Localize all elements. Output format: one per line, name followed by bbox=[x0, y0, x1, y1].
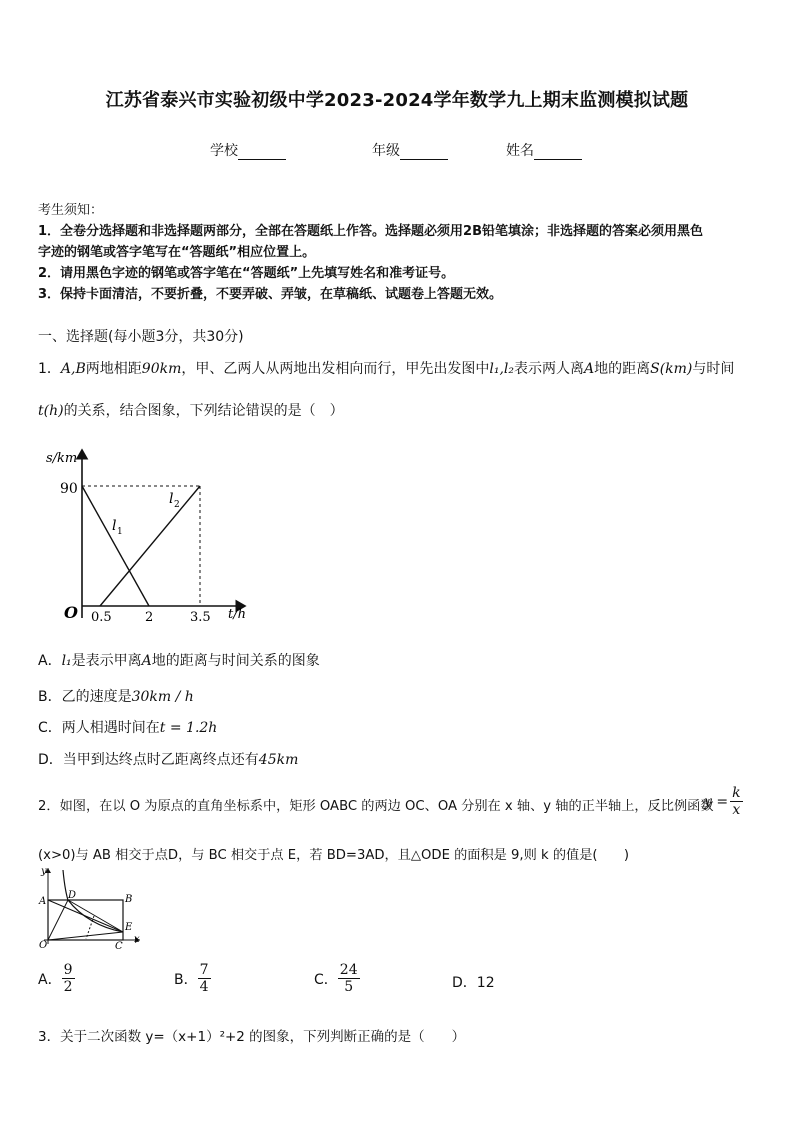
school-blank bbox=[238, 145, 286, 160]
grade-blank bbox=[400, 145, 448, 160]
q1-text-5: 与时间 bbox=[692, 361, 735, 377]
q2-text-1: 2．如图，在以 O 为原点的直角坐标系中，矩形 OABC 的两边 OC、OA 分别在 x 轴、y 轴的正半轴上，反比例函数 bbox=[38, 799, 714, 814]
q2-function bbox=[704, 785, 743, 818]
q1-s-km: S(km) bbox=[650, 361, 693, 377]
q2-option-c-letter: C． bbox=[314, 971, 338, 988]
q2-option-d[interactable] bbox=[452, 972, 495, 992]
q2-option-c-den: 5 bbox=[344, 979, 354, 995]
q1-text-6: 的关系，结合图象，下列结论错误的是（ ） bbox=[63, 403, 344, 419]
q1-text-4: 地的距离 bbox=[594, 361, 651, 377]
q2-label-e: E bbox=[125, 922, 133, 933]
q2-func-y: y = bbox=[704, 793, 729, 810]
notice-item-2: 2．请用黑色字迹的钢笔或答字笔在“答题纸”上先填写姓名和准考证号。 bbox=[38, 266, 455, 281]
q1-option-d-letter: D． bbox=[38, 752, 63, 768]
q1-line-1 bbox=[38, 358, 734, 378]
q1-text-1: 两地相距 bbox=[85, 361, 142, 377]
q2-line-od bbox=[48, 900, 68, 940]
q1-option-a-text: 是表示甲离 bbox=[71, 653, 142, 669]
section-heading: 一、选择题(每小题3分，共30分) bbox=[38, 329, 244, 345]
notice-item-1-cont: 字迹的钢笔或答字笔写在“答题纸”相应位置上。 bbox=[38, 245, 316, 260]
q1-option-a-text-2: 地的距离与时间关系的图象 bbox=[151, 653, 320, 669]
q2-option-c-num: 24 bbox=[339, 962, 358, 978]
q2-label-o: O bbox=[39, 940, 48, 950]
notice-heading: 考生须知： bbox=[38, 203, 104, 218]
q1-option-a-math-2: A bbox=[141, 653, 152, 669]
q2-line-oe bbox=[48, 932, 123, 940]
school-label: 学校 bbox=[210, 143, 238, 159]
q3-text: 3．关于二次函数 y=（x+1）²+2 的图象，下列判断正确的是（ ） bbox=[38, 1029, 466, 1045]
q1-point-a: A bbox=[584, 361, 595, 377]
name-field bbox=[506, 140, 582, 160]
q2-label-x: x bbox=[134, 934, 140, 945]
q1-option-a-letter: A． bbox=[38, 653, 62, 669]
q1-l2-label: l bbox=[169, 491, 174, 507]
q1-option-d-text: 当甲到达终点时乙距离终点还有 bbox=[62, 752, 259, 768]
grade-label: 年级 bbox=[372, 143, 400, 159]
q2-label-d: D bbox=[68, 890, 77, 901]
q1-l2-sub: 2 bbox=[174, 500, 180, 510]
q1-option-a[interactable] bbox=[38, 650, 320, 670]
q2-line-2 bbox=[38, 844, 629, 863]
q1-l1-label: l bbox=[112, 518, 117, 534]
grade-field bbox=[372, 140, 448, 160]
q2-option-c[interactable] bbox=[314, 962, 360, 995]
page-title: 江苏省泰兴市实验初级中学2023-2024学年数学九上期末监测模拟试题 bbox=[105, 90, 689, 111]
name-blank bbox=[534, 145, 582, 160]
q1-option-d-math: 45km bbox=[258, 752, 299, 768]
q2-label-y: y bbox=[41, 866, 47, 877]
q1-distance: 90km bbox=[141, 361, 182, 377]
q1-graph bbox=[40, 440, 260, 630]
q2-option-a-num: 9 bbox=[63, 962, 73, 978]
school-field bbox=[210, 140, 286, 160]
q1-line-2 bbox=[38, 400, 344, 420]
q1-text-3: 表示两人离 bbox=[514, 361, 584, 377]
q1-l1-sub: 1 bbox=[117, 527, 123, 537]
name-label: 姓名 bbox=[506, 143, 534, 159]
q1-lines: l₁,l₂ bbox=[489, 361, 514, 377]
q1-option-b[interactable] bbox=[38, 686, 194, 706]
q2-option-b-den: 4 bbox=[199, 979, 209, 995]
q1-origin: O bbox=[64, 603, 78, 622]
q2-figure bbox=[36, 862, 146, 950]
q2-option-b[interactable] bbox=[174, 962, 211, 995]
q2-option-c-frac bbox=[338, 962, 360, 995]
q1-option-c-letter: C． bbox=[38, 720, 62, 736]
q1-option-c[interactable] bbox=[38, 717, 217, 737]
q2-option-d-value: 12 bbox=[476, 975, 495, 991]
q2-curve bbox=[63, 870, 123, 932]
q2-option-b-frac bbox=[198, 962, 211, 995]
q2-line-de bbox=[68, 900, 123, 932]
q2-func-den: x bbox=[732, 802, 741, 818]
q2-label-c: C bbox=[115, 941, 123, 950]
notice-item-1: 1．全卷分选择题和非选择题两部分，全部在答题纸上作答。选择题必须用2B铅笔填涂；非选择题的答案必须用黑色 bbox=[38, 224, 704, 239]
q2-line-1 bbox=[38, 795, 714, 814]
q1-option-b-math: 30km / h bbox=[131, 689, 194, 705]
q1-x-tick-0: 0.5 bbox=[91, 610, 112, 625]
q2-option-a[interactable] bbox=[38, 962, 75, 995]
q1-xlabel: t/h bbox=[228, 607, 246, 622]
q1-y-tick-90: 90 bbox=[60, 481, 78, 497]
q1-x-tick-2: 3.5 bbox=[190, 610, 211, 625]
q1-text-2: ，甲、乙两人从两地出发相向而行，甲先出发图中 bbox=[181, 361, 490, 377]
q1-option-a-math-1: l₁ bbox=[61, 653, 72, 669]
q1-option-d[interactable] bbox=[38, 749, 298, 769]
q1-ab: A,B bbox=[60, 361, 86, 377]
q1-option-b-letter: B． bbox=[38, 689, 62, 705]
q1-number: 1． bbox=[38, 361, 61, 377]
q2-func-frac bbox=[730, 785, 742, 818]
q2-option-a-letter: A． bbox=[38, 971, 62, 988]
q2-text-2: (x>0)与 AB 相交于点D，与 BC 相交于点 E，若 BD=3AD，且△ODE 的面积是 9,则 k 的值是( ) bbox=[38, 848, 630, 863]
q2-func-num: k bbox=[732, 785, 741, 801]
q1-t-h: t(h) bbox=[38, 403, 64, 419]
q2-rectangle bbox=[48, 900, 123, 940]
q1-option-c-math: t = 1.2h bbox=[159, 720, 218, 736]
q2-label-b: B bbox=[125, 894, 133, 905]
q2-option-a-frac bbox=[62, 962, 75, 995]
q2-option-b-letter: B． bbox=[174, 971, 198, 988]
q2-option-b-num: 7 bbox=[199, 962, 209, 978]
notice-block bbox=[38, 200, 758, 305]
q2-line-ae bbox=[48, 900, 123, 932]
q1-option-b-text: 乙的速度是 bbox=[61, 689, 132, 705]
q1-ylabel: s/km bbox=[46, 451, 78, 466]
q1-option-c-text: 两人相遇时间在 bbox=[61, 720, 160, 736]
q2-option-a-den: 2 bbox=[63, 979, 73, 995]
notice-item-3: 3．保持卡面清洁，不要折叠，不要弄破、弄皱，在草稿纸、试题卷上答题无效。 bbox=[38, 287, 503, 302]
q2-option-d-letter: D． bbox=[452, 975, 477, 991]
q1-x-tick-1: 2 bbox=[145, 610, 154, 625]
q2-label-a: A bbox=[39, 896, 47, 907]
